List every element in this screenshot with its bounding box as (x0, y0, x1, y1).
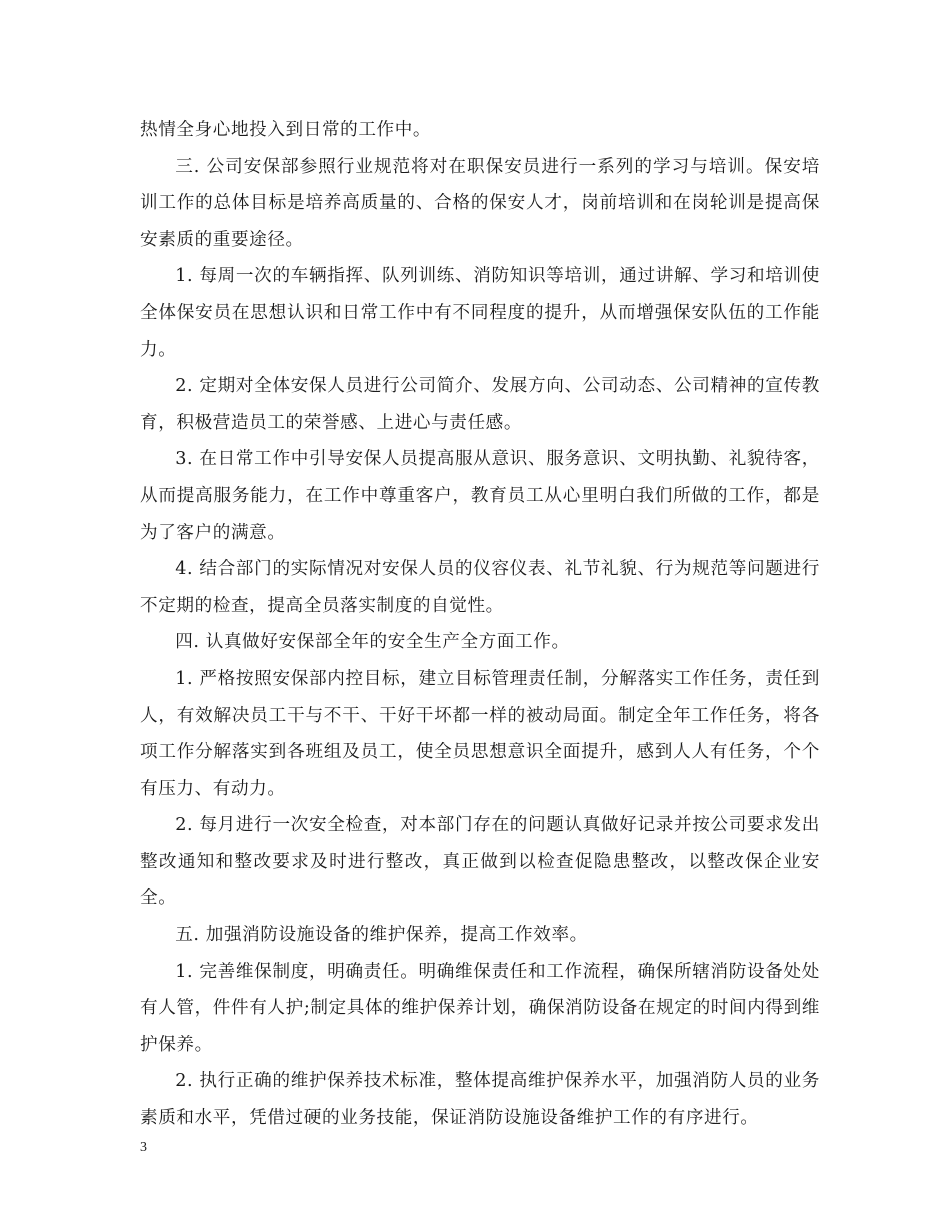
paragraph: 1. 每周一次的车辆指挥、队列训练、消防知识等培训，通过讲解、学习和培训使全体保安员在思想认识和日常工作中有不同程度的提升，从而增强保安队伍的工作能力。 (140, 266, 820, 360)
paragraph: 三. 公司安保部参照行业规范将对在职保安员进行一系列的学习与培训。保安培训工作的总体目标是培养高质量的、合格的保安人才，岗前培训和在岗轮训是提高保安素质的重要途径。 (140, 156, 820, 250)
page-number: 3 (140, 1140, 147, 1155)
section-heading: 四. 认真做好安保部全年的安全生产全方面工作。 (175, 632, 570, 653)
paragraph: 2. 每月进行一次安全检查，对本部门存在的问题认真做好记录并按公司要求发出整改通知和整改要求及时进行整改，真正做到以检查促隐患整改，以整改保企业安全。 (140, 815, 820, 909)
paragraph: 1. 严格按照安保部内控目标，建立目标管理责任制，分解落实工作任务，责任到人，有效解决员工干与不干、干好干坏都一样的被动局面。制定全年工作任务，将各项工作分解落实到各班组及员工，使全员思想意识全面提升，感到人人有任务，个个有压力、有动力。 (140, 668, 820, 799)
paragraph: 热情全身心地投入到日常的工作中。 (140, 120, 432, 140)
paragraph: 2. 执行正确的维护保养技术标准，整体提高维护保养水平，加强消防人员的业务素质和水平，凭借过硬的业务技能，保证消防设施设备维护工作的有序进行。 (140, 1071, 820, 1129)
section-heading: 五. 加强消防设施设备的维护保养，提高工作效率。 (175, 925, 588, 946)
paragraph: 1. 完善维保制度，明确责任。明确维保责任和工作流程，确保所辖消防设备处处有人管，件件有人护;制定具体的维护保养计划，确保消防设备在规定的时间内得到维护保养。 (140, 961, 820, 1055)
document-body (140, 112, 820, 1137)
paragraph: 3. 在日常工作中引导安保人员提高服从意识、服务意识、文明执勤、礼貌待客，从而提高服务能力，在工作中尊重客户，教育员工从心里明白我们所做的工作，都是为了客户的满意。 (140, 449, 820, 543)
paragraph: 4. 结合部门的实际情况对安保人员的仪容仪表、礼节礼貌、行为规范等问题进行不定期的检查，提高全员落实制度的自觉性。 (140, 559, 820, 616)
paragraph: 2. 定期对全体安保人员进行公司简介、发展方向、公司动态、公司精神的宣传教育，积极营造员工的荣誉感、上进心与责任感。 (140, 376, 820, 433)
